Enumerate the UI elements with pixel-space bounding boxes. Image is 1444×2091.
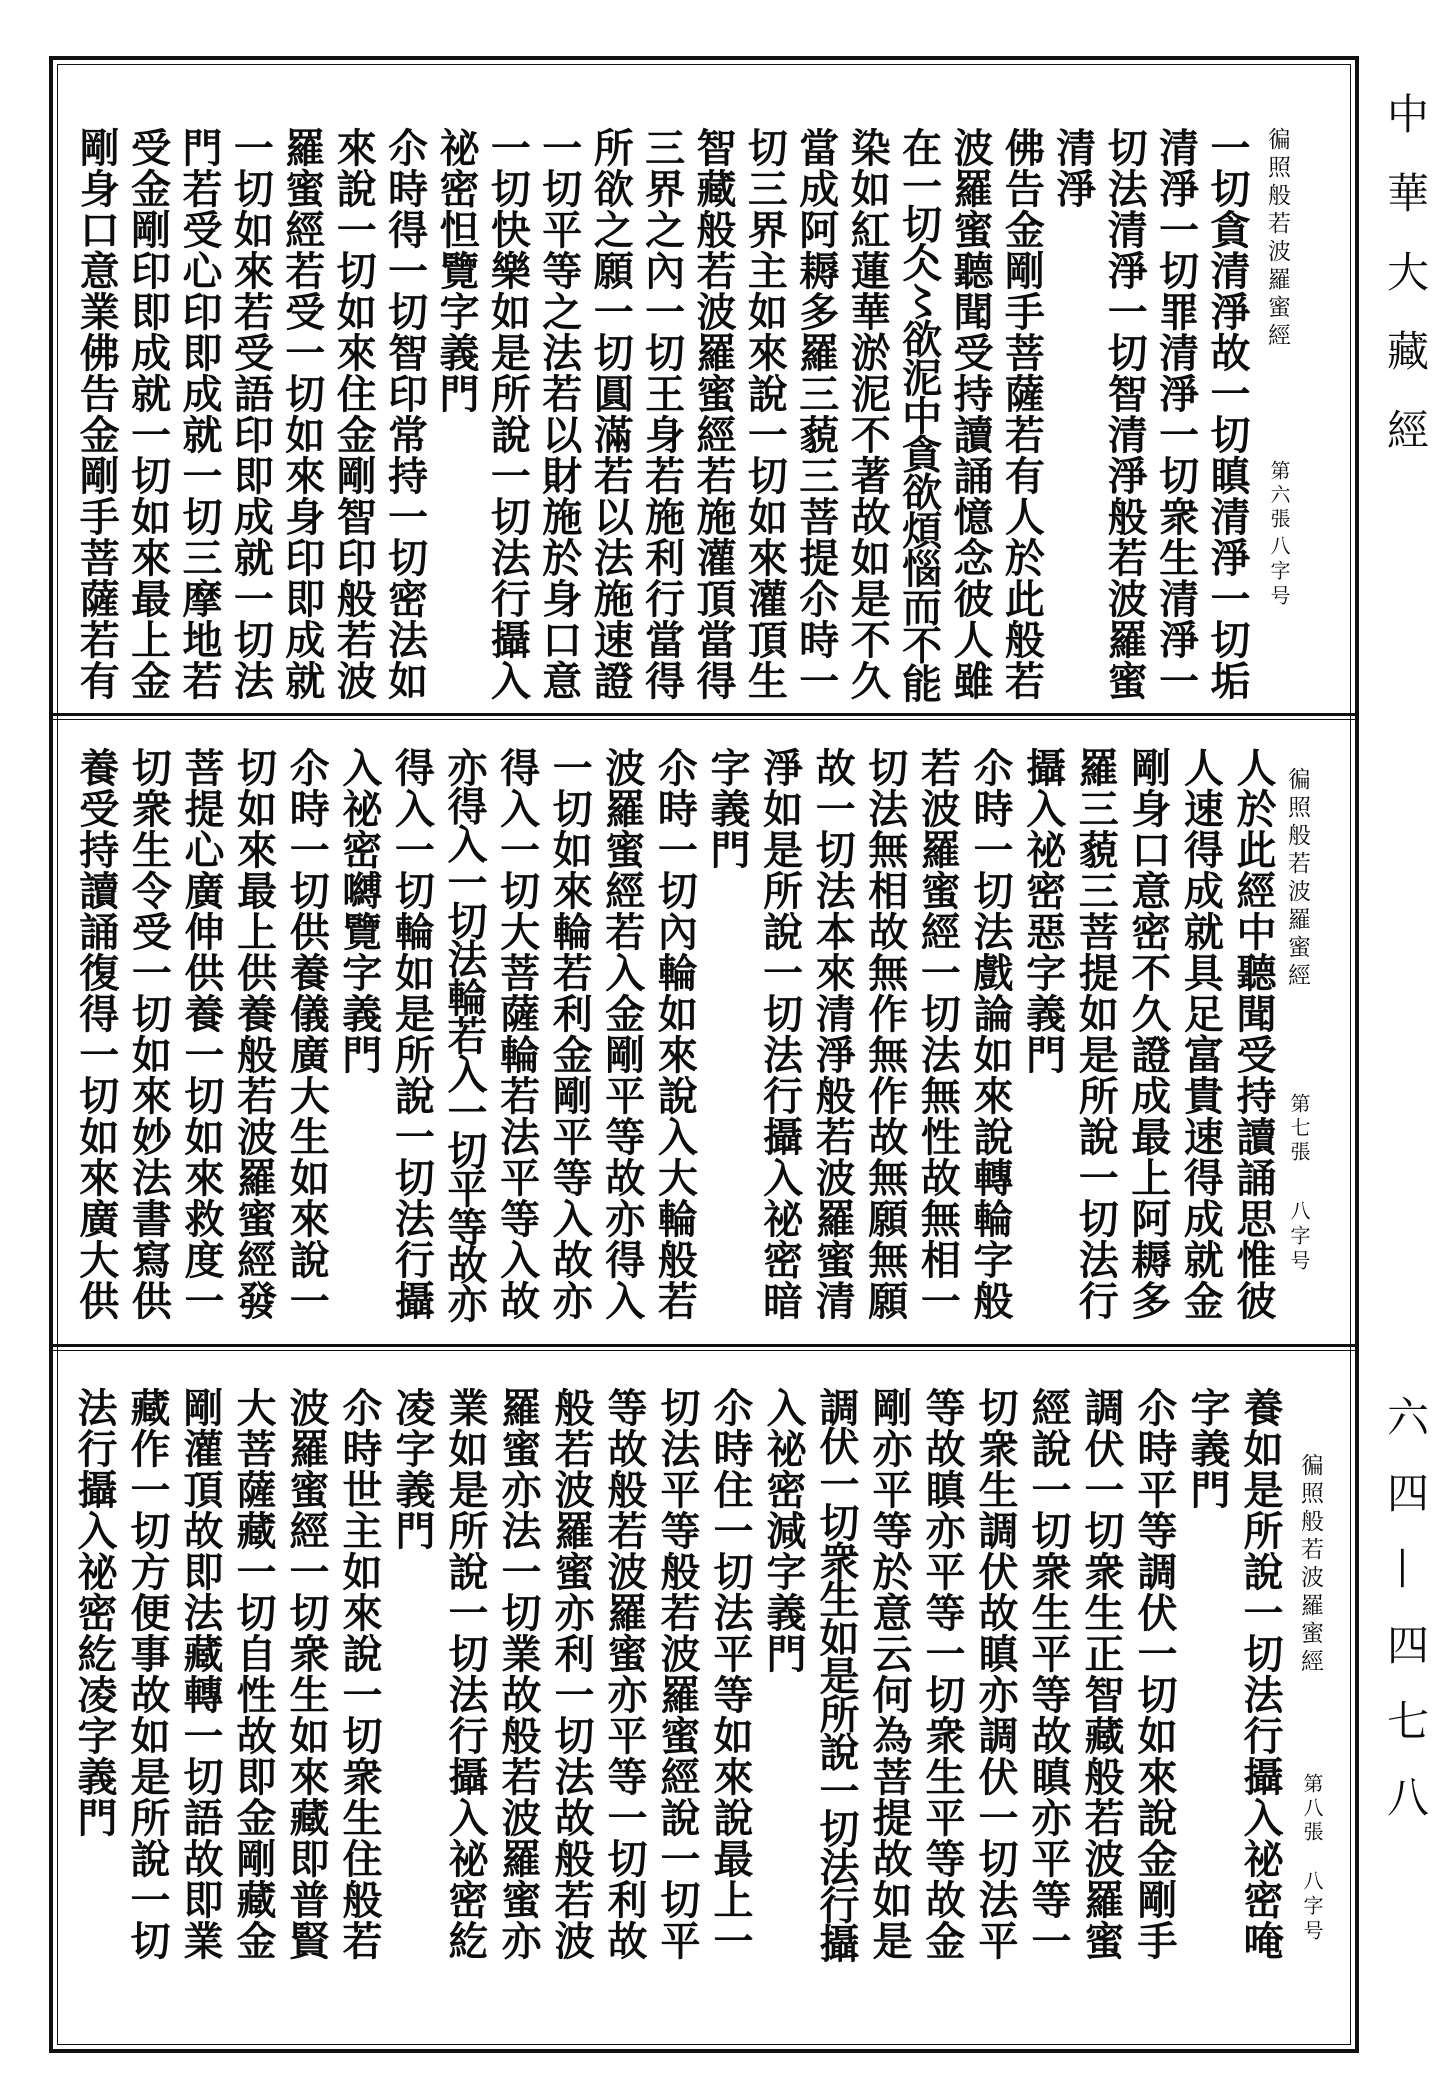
text-column: 尒時得一切智印常持一切密法如 bbox=[381, 127, 429, 701]
collection-title: 中華大藏經 bbox=[1381, 92, 1430, 487]
text-column: 尒時一切內輪如來說入大輪般若 bbox=[651, 747, 699, 1321]
text-column: 剛身口意業佛告金剛手菩薩若有 bbox=[73, 127, 121, 701]
text-column: 調伏一切衆生如是所說一切法行攝 bbox=[813, 1387, 860, 1962]
text-column: 羅蜜亦法一切業故般若波羅蜜亦 bbox=[495, 1387, 542, 1961]
text-column: 入祕密減字義門 bbox=[760, 1387, 807, 1674]
panel-divider bbox=[49, 1344, 1359, 1351]
text-column: 祕密怛覽字義門 bbox=[433, 127, 480, 414]
text-column: 切三界主如來說一切如來灌頂生 bbox=[741, 127, 789, 701]
text-column: 亦得入一切法輪若入一切平等故亦 bbox=[441, 747, 488, 1322]
folio-title: 徧照般若波羅蜜經 bbox=[1297, 1453, 1323, 1677]
text-column: 尒時一切供養儀廣大生如來說一 bbox=[283, 747, 331, 1321]
text-column: 人於此經中聽聞受持讀誦思惟彼 bbox=[1230, 747, 1277, 1321]
folio-mark: 八字号 bbox=[1300, 1870, 1324, 1945]
text-column: 清淨 bbox=[1049, 127, 1097, 209]
text-column: 調伏一切衆生正智藏般若波羅蜜 bbox=[1078, 1387, 1125, 1961]
text-column: 字義門 bbox=[704, 747, 751, 870]
text-column: 一切平等之法若以財施於身口意 bbox=[535, 127, 583, 701]
text-column: 般若波羅蜜亦利一切法故般若波 bbox=[548, 1387, 595, 1961]
text-column: 養如是所說一切法行攝入祕密唵 bbox=[1237, 1387, 1284, 1961]
text-column: 尒時住一切法平等如來說最上一 bbox=[707, 1387, 754, 1961]
text-column: 凌字義門 bbox=[389, 1387, 436, 1551]
text-column: 清淨一切罪清淨一切衆生清淨一 bbox=[1152, 127, 1200, 701]
text-column: 養受持讀誦復得一切如來廣大供 bbox=[72, 747, 120, 1321]
text-column: 剛灌頂故即法藏轉一切語故即業 bbox=[177, 1387, 224, 1961]
text-column: 波羅蜜經一切衆生如來藏即普賢 bbox=[283, 1387, 330, 1961]
text-column: 切法清淨一切智清淨般若波羅蜜 bbox=[1101, 127, 1149, 701]
text-column: 一切快樂如是所說一切法行攝入 bbox=[484, 127, 532, 701]
folio-mark: 八字号 bbox=[1267, 535, 1291, 610]
text-column: 若波羅蜜經一切法無性故無相一 bbox=[914, 747, 962, 1321]
text-column: 羅三藐三菩提如是所說一切法行 bbox=[1072, 747, 1120, 1321]
text-column: 故一切法本來清淨般若波羅蜜清 bbox=[809, 747, 857, 1321]
page-number: 六四—四七八 bbox=[1381, 1395, 1430, 1851]
folio-title: 徧照般若波羅蜜經 bbox=[1284, 767, 1310, 991]
text-column: 尒時平等調伏一切如來說金剛手 bbox=[1131, 1387, 1178, 1961]
text-column: 大菩薩藏一切自性故即金剛藏金 bbox=[230, 1387, 277, 1961]
text-column: 切法無相故無作無作故無願無願 bbox=[861, 747, 909, 1321]
text-column: 切法平等般若波羅蜜經說一切平 bbox=[654, 1387, 701, 1961]
text-column: 攝入祕密惡字義門 bbox=[1019, 747, 1067, 1075]
text-column: 剛亦平等於意云何為菩提故如是 bbox=[866, 1387, 913, 1961]
text-column: 羅蜜經若受一切如來身印即成就 bbox=[278, 127, 326, 701]
text-column: 人速得成就具足富貴速得成就金 bbox=[1177, 747, 1225, 1321]
text-column: 業如是所說一切法行攝入祕密紇 bbox=[442, 1387, 489, 1961]
text-column: 切衆生調伏故瞋亦調伏一切法平 bbox=[972, 1387, 1019, 1961]
folio-sheet-number: 第八張 bbox=[1300, 1773, 1324, 1845]
text-column: 染如紅蓮華淤泥不著故如是不久 bbox=[844, 127, 892, 701]
panel-divider bbox=[49, 713, 1359, 720]
text-column: 淨如是所說一切法行攝入祕密暗 bbox=[756, 747, 804, 1321]
folio-sheet-number: 第六張 bbox=[1267, 460, 1291, 532]
text-column: 智藏般若波羅蜜經若施灌頂當得 bbox=[690, 127, 737, 701]
text-column: 法行攝入祕密紇凌字義門 bbox=[71, 1387, 118, 1838]
text-column: 經說一切衆生平等故瞋亦平等一 bbox=[1025, 1387, 1072, 1961]
text-column: 一切如來若受語印即成就一切法 bbox=[227, 127, 275, 701]
text-column: 切衆生令受一切如來妙法書寫供 bbox=[125, 747, 173, 1321]
text-column: 門若受心印即成就一切三摩地若 bbox=[176, 127, 223, 701]
text-column: 等故瞋亦平等一切衆生平等故金 bbox=[919, 1387, 966, 1961]
folio-title: 徧照般若波羅蜜經 bbox=[1264, 127, 1290, 351]
text-column: 菩提心廣伸供養一切如來救度一 bbox=[178, 747, 225, 1321]
text-column: 等故般若波羅蜜亦平等一切利故 bbox=[601, 1387, 648, 1961]
text-column: 受金剛印即成就一切如來最上金 bbox=[124, 127, 172, 701]
text-column: 波羅蜜聽聞受持讀誦憶念彼人雖 bbox=[947, 127, 994, 701]
text-column: 來說一切如來住金剛智印般若波 bbox=[330, 127, 378, 701]
text-column: 字義門 bbox=[1184, 1387, 1231, 1510]
text-column: 當成阿耨多羅三藐三菩提尒時一 bbox=[792, 127, 840, 701]
text-column: 一切如來輪若利金剛平等入故亦 bbox=[546, 747, 594, 1321]
folio-sheet-number: 第七張 bbox=[1287, 1093, 1311, 1165]
text-column: 剛身口意密不久證成最上阿耨多 bbox=[1124, 747, 1172, 1321]
text-column: 在一切仌〻欲泥中貪欲煩惱而不能 bbox=[895, 127, 943, 702]
text-column: 佛告金剛手菩薩若有人於此般若 bbox=[998, 127, 1046, 701]
text-column: 一切貪清淨故一切瞋清淨一切垢 bbox=[1204, 127, 1251, 701]
folio-mark: 八字号 bbox=[1287, 1200, 1311, 1275]
text-column: 切如來最上供養般若波羅蜜經發 bbox=[230, 747, 278, 1321]
text-column: 波羅蜜經若入金剛平等故亦得入 bbox=[598, 747, 646, 1321]
text-column: 尒時世主如來說一切衆生住般若 bbox=[336, 1387, 383, 1961]
text-column: 尒時一切法戲論如來說轉輪字般 bbox=[967, 747, 1014, 1321]
text-column: 得入一切輪如是所說一切法行攝 bbox=[388, 747, 436, 1321]
text-column: 藏作一切方便事故如是所說一切 bbox=[124, 1387, 171, 1961]
text-column: 入祕密嚩覽字義門 bbox=[335, 747, 383, 1075]
text-column: 三界之內一切王身若施利行當得 bbox=[638, 127, 686, 701]
text-column: 得入一切大菩薩輪若法平等入故 bbox=[493, 747, 541, 1321]
text-column: 所欲之願一切圓滿若以法施速證 bbox=[587, 127, 635, 701]
